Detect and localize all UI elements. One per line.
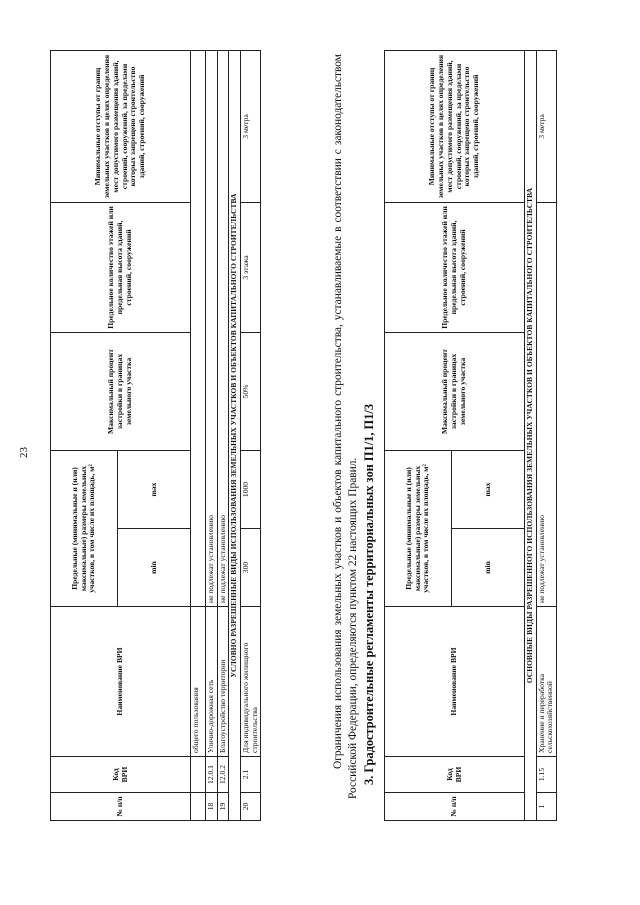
header-size-group: Предельные (минимальные и (или) максимальные) размеры земельных участков, в том числе их площадь, м²	[51, 450, 118, 606]
row-name: общего пользования	[191, 607, 206, 757]
row-code: 12.0.2	[217, 757, 229, 793]
row-max: 1000	[240, 450, 260, 528]
section-row	[229, 50, 241, 820]
header-code: Код ВРИ	[385, 757, 525, 793]
header-min: min	[452, 529, 525, 607]
header-setbacks: Минимальные отступы от границ земельных участков в целях определения мест допустимого размещения зданий, строений, сооружений, за пределами которых запрещено строительство зданий, строений, сооружений	[51, 50, 191, 202]
header-name: Наименование ВРИ	[385, 607, 525, 757]
header-build-percent: Максимальный процент застройки в границах земельного участка	[385, 332, 525, 450]
row-span-text: не подлежат установлению	[536, 202, 556, 606]
row-num: 1	[536, 793, 556, 821]
section-row	[525, 50, 537, 820]
header-size-group: Предельные (минимальные и (или) максимальные) размеры земельных участков, в том числе их площадь, м²	[385, 450, 452, 606]
row-name: Хранение и переработка сельскохозяйственной	[536, 607, 556, 757]
header-code: Код ВРИ	[51, 757, 191, 793]
restrictions-paragraph: Ограничения использования земельных участков и объектов капитального строительства, устанавливаемые в соответствии с законодательством Российской Федерации, определяются пунктом 22 настоящих Правил.	[332, 54, 360, 799]
row-setback: 3 метра	[536, 50, 556, 202]
conditional-section-title: УСЛОВНО РАЗРЕШЕННЫЕ ВИДЫ ИСПОЛЬЗОВАНИЯ ЗЕМЕЛЬНЫХ УЧАСТКОВ И ОБЪЕКТОВ КАПИТАЛЬНОГО СТРОИТЕЛЬСТВА	[229, 50, 241, 820]
header-floors: Предельное количество этажей или предельная высота зданий, строений, сооружений	[51, 202, 191, 332]
row-code: 2.1	[240, 757, 260, 793]
row-span-text: не подлежат установлению	[217, 50, 229, 606]
table-row	[191, 50, 206, 820]
table-row	[217, 50, 229, 820]
row-percent: 50%	[240, 332, 260, 450]
header-setbacks: Минимальные отступы от границ земельных участков в целях определения мест допустимого размещения зданий, строений, сооружений, за пределами которых запрещено строительство зданий, строений, сооружений	[385, 50, 525, 202]
regulations-table-p1	[384, 50, 557, 821]
table-row	[536, 50, 556, 820]
row-code: 12.0.1	[206, 757, 218, 793]
table-row	[206, 50, 218, 820]
page-number: 23	[18, 447, 30, 458]
header-build-percent: Максимальный процент застройки в границах земельного участка	[51, 332, 191, 450]
row-num: 19	[217, 793, 229, 821]
main-section-title: ОСНОВНЫЕ ВИДЫ РАЗРЕШЕННОГО ИСПОЛЬЗОВАНИЯ ЗЕМЕЛЬНЫХ УЧАСТКОВ И ОБЪЕКТОВ КАПИТАЛЬНОГО СТРОИТЕЛЬСТВА	[525, 50, 537, 820]
row-num: 20	[240, 793, 260, 821]
header-max: max	[452, 450, 525, 528]
row-name: Для индивидуального жилищного строительства	[240, 607, 260, 757]
header-floors: Предельное количество этажей или предельная высота зданий, строений, сооружений	[385, 202, 525, 332]
header-name: Наименование ВРИ	[51, 607, 191, 757]
section-heading: 3. Градостроительные регламенты территориальных зон П1/1, П1/3	[362, 403, 376, 785]
row-code: 1.15	[536, 757, 556, 793]
header-max: max	[118, 450, 191, 528]
row-name: Благоустройство территории	[217, 607, 229, 757]
row-num: 18	[206, 793, 218, 821]
row-span-text: не подлежат установлению	[206, 50, 218, 606]
row-name: Улично-дорожная сеть	[206, 607, 218, 757]
row-min: 300	[240, 529, 260, 607]
header-min: min	[118, 529, 191, 607]
table-row	[240, 50, 260, 820]
regulations-table-continued	[50, 50, 261, 821]
header-num: № п/п	[51, 793, 191, 821]
row-floors: 3 этажа	[240, 202, 260, 332]
row-setback: 3 метра	[240, 50, 260, 202]
header-num: № п/п	[385, 793, 525, 821]
